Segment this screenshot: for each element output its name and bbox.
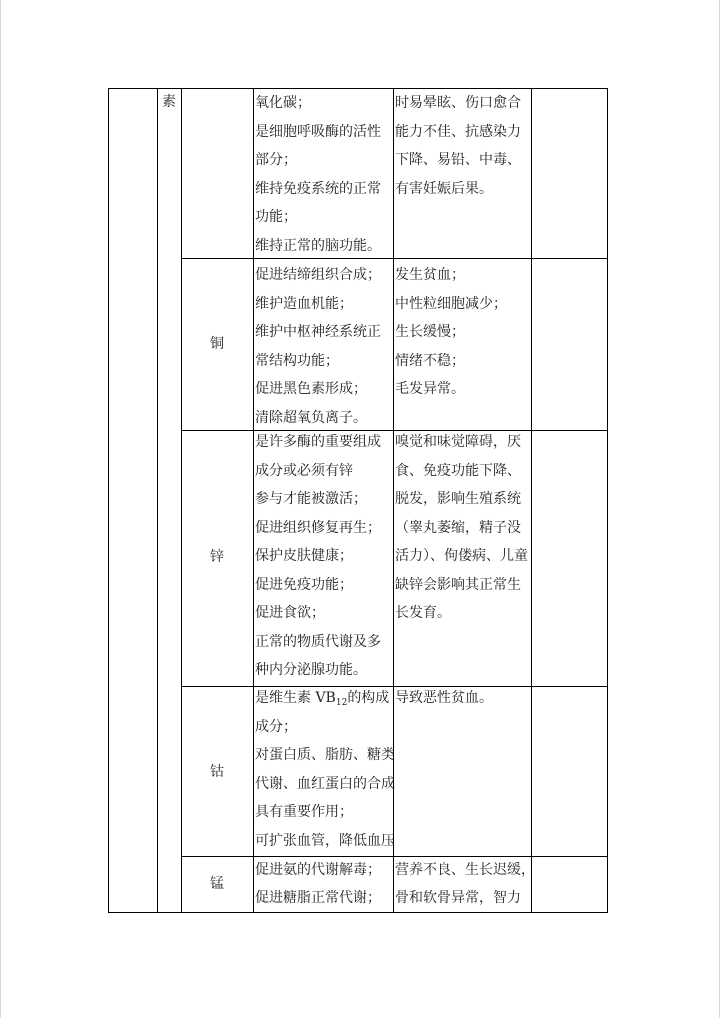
element-name: 铜 [210, 336, 224, 352]
deficiency-line: 缺锌会影响其正常生 [395, 576, 521, 593]
page-edge-left [0, 0, 1, 1018]
deficiency-line: 时易晕眩、伤口愈合 [395, 95, 521, 111]
function-line: 功能； [255, 209, 297, 225]
function-line: 代谢、血红蛋白的合成 [255, 775, 395, 792]
function-line: 清除超氧负离子。 [255, 409, 367, 426]
vitamin-suffix: 的构成 [347, 690, 390, 706]
deficiency-line: 营养不良、生长迟缓， [395, 862, 535, 878]
deficiency-line: 发生贫血； [395, 267, 465, 283]
function-line: 可扩张血管，降低血压 [255, 832, 395, 849]
deficiency-line: 生长缓慢； [395, 324, 465, 340]
deficiency-line: 导致恶性贫血。 [395, 690, 493, 706]
deficiency-line: （睾丸萎缩，精子没 [395, 519, 521, 536]
function-line: 维持正常的脑功能。 [255, 237, 381, 254]
column-divider [531, 88, 532, 913]
deficiency-line: 情绪不稳； [395, 352, 465, 369]
function-line: 成分； [255, 718, 297, 735]
category-label: 素 [162, 94, 176, 110]
function-line: 种内分泌腺功能。 [255, 662, 367, 678]
function-line: 部分； [255, 152, 297, 168]
column-divider [108, 88, 109, 913]
function-line: 维护中枢神经系统正 [255, 324, 381, 340]
vitamin-subscript: 12 [335, 698, 348, 708]
function-line: 正常的物质代谢及多 [255, 633, 381, 650]
deficiency-line: 有害妊娠后果。 [395, 180, 493, 197]
column-divider [607, 88, 608, 913]
function-line: 促进氨的代谢解毒； [255, 862, 381, 878]
function-line: 促进组织修复再生； [255, 519, 381, 536]
function-line: 是细胞呼吸酶的活性 [255, 123, 381, 140]
element-name: 锰 [210, 876, 224, 892]
deficiency-line: 能力不佳、抗感染力 [395, 123, 521, 140]
deficiency-line: 脱发，影响生殖系统 [395, 491, 521, 507]
deficiency-line: 长发育。 [395, 605, 451, 621]
deficiency-line: 中性粒细胞减少； [395, 295, 507, 312]
function-line: 促进糖脂正常代谢； [255, 890, 381, 906]
function-line: 保护皮肤健康； [255, 548, 353, 564]
function-line: 是许多酶的重要组成 [255, 434, 381, 450]
function-line: 促进免疫功能； [255, 576, 353, 593]
function-line: 参与才能被激活； [255, 491, 367, 507]
element-name: 钴 [210, 764, 224, 780]
function-line: 维持免疫系统的正常 [255, 180, 381, 197]
deficiency-line: 下降、易铅、中毒、 [395, 152, 521, 168]
function-line: 促进食欲； [255, 605, 325, 621]
deficiency-line: 活力）、佝偻病、儿童 [395, 548, 528, 564]
vitamin-prefix: 是维生素 VB [255, 690, 336, 706]
deficiency-line: 嗅觉和味觉障碍，厌 [395, 434, 521, 450]
deficiency-line: 毛发异常。 [395, 381, 465, 397]
function-line: 常结构功能； [255, 352, 339, 369]
row-divider [181, 258, 608, 259]
table-top-border [108, 88, 608, 89]
deficiency-line: 骨和软骨异常，智力 [395, 890, 521, 906]
element-name: 锌 [210, 549, 224, 565]
deficiency-line: 食、免疫功能下降、 [395, 462, 521, 479]
function-line: 对蛋白质、脂肪、糖类 [255, 747, 395, 763]
function-line: 具有重要作用； [255, 804, 353, 820]
function-line: 维护造血机能； [255, 295, 353, 312]
column-divider [181, 88, 182, 913]
function-line: 促进黑色素形成； [255, 381, 367, 397]
column-divider [253, 88, 254, 913]
function-line: 氧化碳； [255, 95, 311, 111]
function-line: 成分或必须有锌 [255, 462, 353, 479]
column-divider [157, 88, 158, 913]
function-line: 促进结缔组织合成； [255, 267, 381, 283]
